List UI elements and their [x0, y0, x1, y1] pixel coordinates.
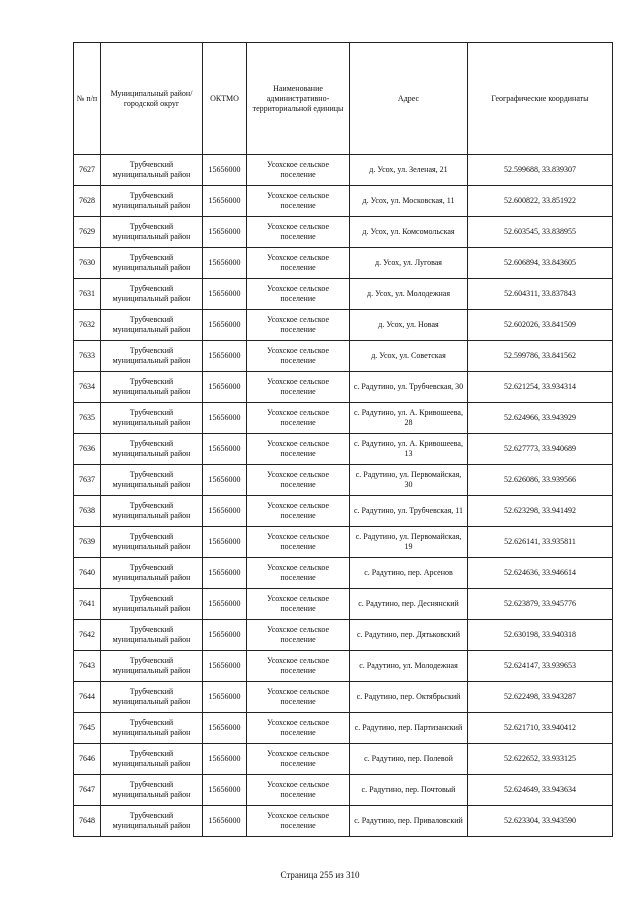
table-row [74, 806, 613, 837]
cell-oktmo: 15656000 [203, 155, 247, 186]
cell-number: 7644 [74, 682, 101, 713]
cell-admin-unit: Усохское сельское поселение [247, 248, 350, 279]
table-row [74, 186, 613, 217]
cell-municipality: Трубчевский муниципальный район [101, 341, 203, 372]
cell-municipality: Трубчевский муниципальный район [101, 186, 203, 217]
cell-admin-unit: Усохское сельское поселение [247, 403, 350, 434]
cell-address: с. Радутино, ул. Трубчевская, 30 [350, 372, 468, 403]
cell-municipality: Трубчевский муниципальный район [101, 248, 203, 279]
cell-oktmo: 15656000 [203, 744, 247, 775]
cell-number: 7647 [74, 775, 101, 806]
cell-number: 7630 [74, 248, 101, 279]
cell-municipality: Трубчевский муниципальный район [101, 744, 203, 775]
cell-address: с. Радутино, ул. А. Кривошеева, 13 [350, 434, 468, 465]
table-row [74, 403, 613, 434]
address-table [73, 42, 613, 837]
table-row [74, 682, 613, 713]
cell-coordinates: 52.630198, 33.940318 [468, 620, 613, 651]
cell-address: с. Радутино, пер. Октябрьский [350, 682, 468, 713]
cell-coordinates: 52.602026, 33.841509 [468, 310, 613, 341]
cell-number: 7634 [74, 372, 101, 403]
cell-coordinates: 52.599786, 33.841562 [468, 341, 613, 372]
cell-coordinates: 52.624966, 33.943929 [468, 403, 613, 434]
table-row [74, 775, 613, 806]
cell-number: 7646 [74, 744, 101, 775]
cell-address: д. Усох, ул. Новая [350, 310, 468, 341]
cell-admin-unit: Усохское сельское поселение [247, 310, 350, 341]
cell-municipality: Трубчевский муниципальный район [101, 713, 203, 744]
cell-admin-unit: Усохское сельское поселение [247, 341, 350, 372]
cell-oktmo: 15656000 [203, 403, 247, 434]
cell-oktmo: 15656000 [203, 217, 247, 248]
cell-number: 7636 [74, 434, 101, 465]
cell-oktmo: 15656000 [203, 682, 247, 713]
cell-admin-unit: Усохское сельское поселение [247, 496, 350, 527]
cell-number: 7638 [74, 496, 101, 527]
cell-number: 7639 [74, 527, 101, 558]
cell-address: с. Радутино, ул. Молодежная [350, 651, 468, 682]
cell-admin-unit: Усохское сельское поселение [247, 775, 350, 806]
header-coordinates: Географические координаты [468, 43, 613, 155]
table-row [74, 620, 613, 651]
cell-address: с. Радутино, пер. Деснянский [350, 589, 468, 620]
cell-admin-unit: Усохское сельское поселение [247, 744, 350, 775]
cell-municipality: Трубчевский муниципальный район [101, 279, 203, 310]
cell-number: 7642 [74, 620, 101, 651]
cell-address: с. Радутино, пер. Дятьковский [350, 620, 468, 651]
cell-oktmo: 15656000 [203, 372, 247, 403]
cell-address: с. Радутино, пер. Почтовый [350, 775, 468, 806]
cell-coordinates: 52.621254, 33.934314 [468, 372, 613, 403]
table-row [74, 341, 613, 372]
cell-municipality: Трубчевский муниципальный район [101, 155, 203, 186]
cell-coordinates: 52.604311, 33.837843 [468, 279, 613, 310]
cell-address: с. Радутино, ул. Первомайская, 30 [350, 465, 468, 496]
cell-coordinates: 52.626141, 33.935811 [468, 527, 613, 558]
cell-number: 7628 [74, 186, 101, 217]
table-row [74, 217, 613, 248]
cell-oktmo: 15656000 [203, 558, 247, 589]
cell-municipality: Трубчевский муниципальный район [101, 775, 203, 806]
cell-oktmo: 15656000 [203, 279, 247, 310]
cell-coordinates: 52.624636, 33.946614 [468, 558, 613, 589]
cell-admin-unit: Усохское сельское поселение [247, 434, 350, 465]
cell-address: с. Радутино, пер. Партизанский [350, 713, 468, 744]
cell-coordinates: 52.621710, 33.940412 [468, 713, 613, 744]
cell-address: с. Радутино, пер. Приваловский [350, 806, 468, 837]
table-row [74, 744, 613, 775]
cell-number: 7629 [74, 217, 101, 248]
cell-municipality: Трубчевский муниципальный район [101, 589, 203, 620]
table-row [74, 713, 613, 744]
table-row [74, 465, 613, 496]
cell-oktmo: 15656000 [203, 651, 247, 682]
cell-address: д. Усох, ул. Московская, 11 [350, 186, 468, 217]
header-number: № п/п [74, 43, 101, 155]
cell-admin-unit: Усохское сельское поселение [247, 651, 350, 682]
cell-admin-unit: Усохское сельское поселение [247, 465, 350, 496]
cell-municipality: Трубчевский муниципальный район [101, 620, 203, 651]
cell-address: с. Радутино, пер. Арсенов [350, 558, 468, 589]
table-header-row [74, 43, 613, 155]
cell-municipality: Трубчевский муниципальный район [101, 651, 203, 682]
table-row [74, 372, 613, 403]
cell-oktmo: 15656000 [203, 713, 247, 744]
page-number: Страница 255 из 310 [280, 870, 360, 880]
header-oktmo: ОКТМО [203, 43, 247, 155]
cell-address: с. Радутино, ул. Первомайская, 19 [350, 527, 468, 558]
cell-municipality: Трубчевский муниципальный район [101, 217, 203, 248]
cell-coordinates: 52.603545, 33.838955 [468, 217, 613, 248]
cell-number: 7645 [74, 713, 101, 744]
cell-address: д. Усох, ул. Зеленая, 21 [350, 155, 468, 186]
table-row [74, 279, 613, 310]
cell-number: 7648 [74, 806, 101, 837]
cell-oktmo: 15656000 [203, 341, 247, 372]
cell-municipality: Трубчевский муниципальный район [101, 496, 203, 527]
cell-admin-unit: Усохское сельское поселение [247, 620, 350, 651]
cell-coordinates: 52.622652, 33.933125 [468, 744, 613, 775]
cell-municipality: Трубчевский муниципальный район [101, 403, 203, 434]
cell-number: 7641 [74, 589, 101, 620]
cell-admin-unit: Усохское сельское поселение [247, 589, 350, 620]
table-row [74, 248, 613, 279]
cell-admin-unit: Усохское сельское поселение [247, 682, 350, 713]
header-admin-unit: Наименование административно-территориальной единицы [247, 43, 350, 155]
table-row [74, 589, 613, 620]
cell-oktmo: 15656000 [203, 186, 247, 217]
cell-admin-unit: Усохское сельское поселение [247, 558, 350, 589]
cell-address: д. Усох, ул. Луговая [350, 248, 468, 279]
table-row [74, 434, 613, 465]
cell-coordinates: 52.623304, 33.943590 [468, 806, 613, 837]
header-address: Адрес [350, 43, 468, 155]
cell-address: д. Усох, ул. Комсомольская [350, 217, 468, 248]
cell-coordinates: 52.624649, 33.943634 [468, 775, 613, 806]
cell-admin-unit: Усохское сельское поселение [247, 186, 350, 217]
cell-municipality: Трубчевский муниципальный район [101, 310, 203, 341]
cell-oktmo: 15656000 [203, 589, 247, 620]
cell-oktmo: 15656000 [203, 310, 247, 341]
cell-municipality: Трубчевский муниципальный район [101, 434, 203, 465]
cell-municipality: Трубчевский муниципальный район [101, 372, 203, 403]
cell-oktmo: 15656000 [203, 496, 247, 527]
table-row [74, 651, 613, 682]
cell-number: 7631 [74, 279, 101, 310]
cell-address: д. Усох, ул. Молодежная [350, 279, 468, 310]
cell-oktmo: 15656000 [203, 465, 247, 496]
cell-coordinates: 52.622498, 33.943287 [468, 682, 613, 713]
cell-coordinates: 52.599688, 33.839307 [468, 155, 613, 186]
header-municipality: Муниципальный район/городской округ [101, 43, 203, 155]
cell-coordinates: 52.623298, 33.941492 [468, 496, 613, 527]
cell-admin-unit: Усохское сельское поселение [247, 713, 350, 744]
cell-coordinates: 52.623879, 33.945776 [468, 589, 613, 620]
cell-address: с. Радутино, ул. Трубчевская, 11 [350, 496, 468, 527]
cell-municipality: Трубчевский муниципальный район [101, 527, 203, 558]
cell-number: 7633 [74, 341, 101, 372]
table-row [74, 496, 613, 527]
cell-oktmo: 15656000 [203, 775, 247, 806]
cell-oktmo: 15656000 [203, 248, 247, 279]
cell-number: 7643 [74, 651, 101, 682]
cell-admin-unit: Усохское сельское поселение [247, 155, 350, 186]
cell-admin-unit: Усохское сельское поселение [247, 217, 350, 248]
cell-admin-unit: Усохское сельское поселение [247, 527, 350, 558]
cell-coordinates: 52.600822, 33.851922 [468, 186, 613, 217]
cell-admin-unit: Усохское сельское поселение [247, 372, 350, 403]
cell-number: 7640 [74, 558, 101, 589]
cell-coordinates: 52.624147, 33.939653 [468, 651, 613, 682]
cell-oktmo: 15656000 [203, 434, 247, 465]
cell-address: с. Радутино, пер. Полевой [350, 744, 468, 775]
cell-admin-unit: Усохское сельское поселение [247, 806, 350, 837]
table-row [74, 310, 613, 341]
table-row [74, 527, 613, 558]
cell-number: 7637 [74, 465, 101, 496]
cell-number: 7632 [74, 310, 101, 341]
cell-municipality: Трубчевский муниципальный район [101, 465, 203, 496]
cell-coordinates: 52.606894, 33.843605 [468, 248, 613, 279]
table-row [74, 155, 613, 186]
cell-number: 7635 [74, 403, 101, 434]
cell-municipality: Трубчевский муниципальный район [101, 806, 203, 837]
cell-oktmo: 15656000 [203, 620, 247, 651]
cell-address: д. Усох, ул. Советская [350, 341, 468, 372]
cell-coordinates: 52.626086, 33.939566 [468, 465, 613, 496]
cell-municipality: Трубчевский муниципальный район [101, 682, 203, 713]
cell-municipality: Трубчевский муниципальный район [101, 558, 203, 589]
cell-admin-unit: Усохское сельское поселение [247, 279, 350, 310]
table-row [74, 558, 613, 589]
cell-coordinates: 52.627773, 33.940689 [468, 434, 613, 465]
cell-oktmo: 15656000 [203, 806, 247, 837]
cell-number: 7627 [74, 155, 101, 186]
cell-address: с. Радутино, ул. А. Кривошеева, 28 [350, 403, 468, 434]
cell-oktmo: 15656000 [203, 527, 247, 558]
